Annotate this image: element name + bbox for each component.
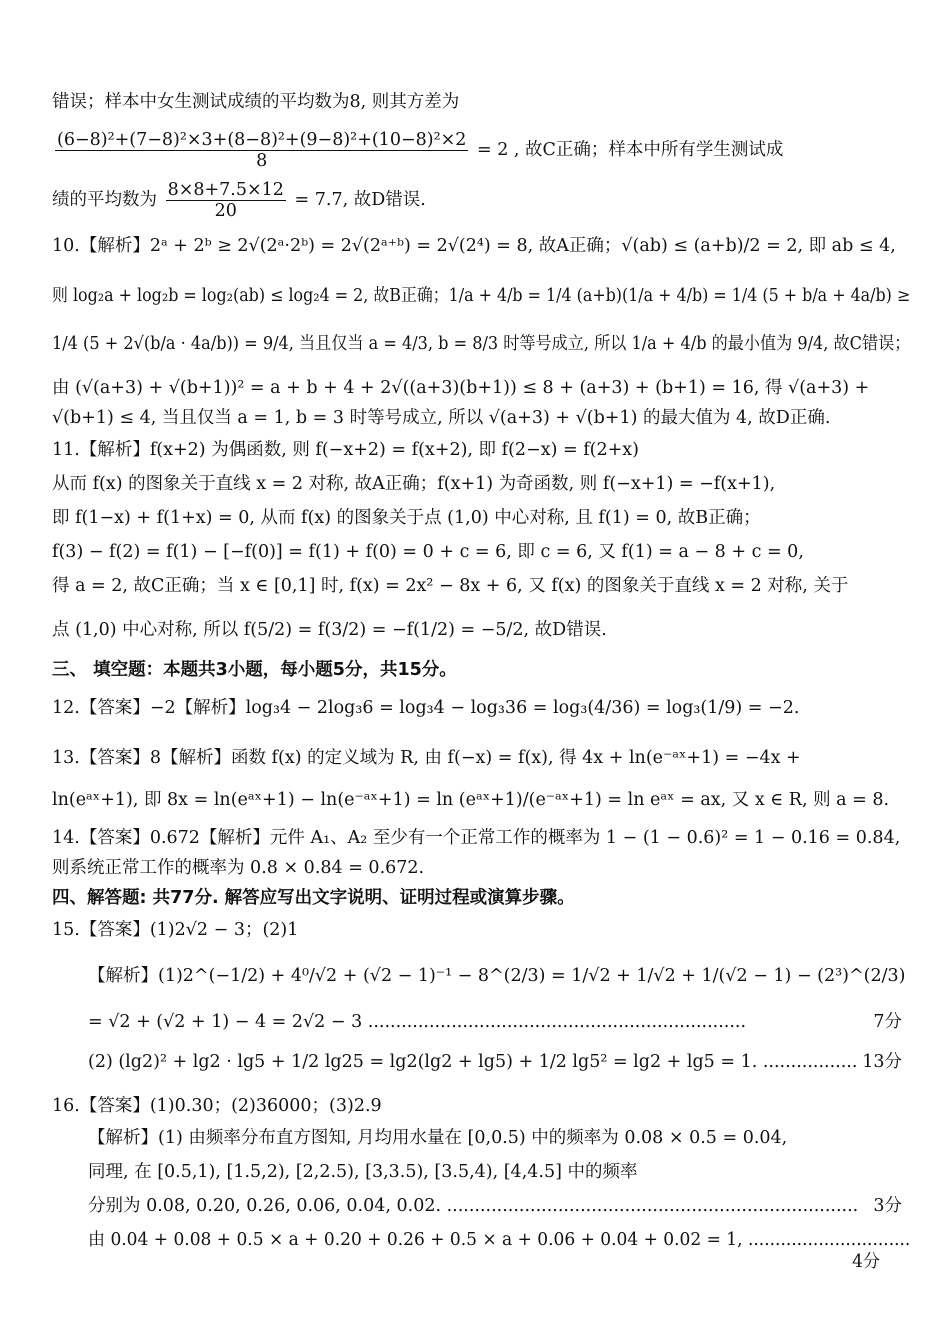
p10-line5: √(b+1) ≤ 4, 当且仅当 a = 1, b = 3 时等号成立, 所以 √(a+3) + √(b+1) 的最大值为 4, 故D正确. <box>52 408 831 428</box>
p13-line2: ln(eᵃˣ+1), 即 8x = ln(eᵃˣ+1) − ln(e⁻ᵃˣ+1) = ln (eᵃˣ+1)/(e⁻ᵃˣ+1) = ln eᵃˣ = ax, 又 x ∈ R, 则 a = 8. <box>52 790 890 810</box>
p16-line3 <box>88 1196 902 1218</box>
p11-line2: 从而 f(x) 的图象关于直线 x = 2 对称, 故A正确；f(x+1) 为奇函数, 则 f(−x+1) = −f(x+1), <box>52 474 776 494</box>
p9-line3-prefix: 绩的平均数为 <box>52 190 157 211</box>
section-solutions-heading: 四、解答题: 共77分. 解答应写出文字说明、证明过程或演算步骤。 <box>52 888 575 908</box>
p15-answer: 15.【答案】(1)2√2 − 3；(2)1 <box>52 920 299 940</box>
p16-score-4: 4分 <box>852 1251 881 1272</box>
p11-line4: f(3) − f(2) = f(1) − [−f(0)] = f(1) + f(0) = 0 + c = 6, 即 c = 6, 又 f(1) = a − 8 + c = 0, <box>52 542 804 562</box>
p10-line3: 1/4 (5 + 2√(b/a · 4a/b)) = 9/4, 当且仅当 a = 4/3, b = 8/3 时等号成立, 所以 1/a + 4/b 的最小值为 9/4, 故C错误； <box>52 334 911 354</box>
p9-line1: 错误；样本中女生测试成绩的平均数为8, 则其方差为 <box>52 92 460 112</box>
p15-score-13: 13分 <box>862 1052 902 1072</box>
p14-line1: 14.【答案】0.672【解析】元件 A₁、A₂ 至少有一个正常工作的概率为 1 − (1 − 0.6)² = 1 − 0.16 = 0.84, <box>52 828 901 848</box>
p16-line3-text: 分别为 0.08, 0.20, 0.26, 0.06, 0.04, 0.02. .......................................................................... <box>88 1196 859 1216</box>
p10-line1: 10.【解析】2ᵃ + 2ᵇ ≥ 2√(2ᵃ·2ᵇ) = 2√(2ᵃ⁺ᵇ) = 2√(2⁴) = 8, 故A正确；√(ab) ≤ (a+b)/2 = 2, 即 ab ≤ 4, <box>52 236 896 256</box>
p14-line2: 则系统正常工作的概率为 0.8 × 0.84 = 0.672. <box>52 858 425 878</box>
variance-numerator: (6−8)²+(7−8)²×3+(8−8)²+(9−8)²+(10−8)²×2 <box>57 130 467 150</box>
mean-numerator: 8×8+7.5×12 <box>167 180 284 200</box>
mean-fraction <box>166 180 286 221</box>
p11-line6: 点 (1,0) 中心对称, 所以 f(5/2) = f(3/2) = −f(1/2) = −5/2, 故D错误. <box>52 620 607 640</box>
p15-line2-text: = √2 + (√2 + 1) − 4 = 2√2 − 3 .................................................................... <box>88 1012 747 1032</box>
p16-score-3: 3分 <box>873 1196 902 1216</box>
p13-line1: 13.【答案】8【解析】函数 f(x) 的定义域为 R, 由 f(−x) = f(x), 得 4x + ln(e⁻ᵃˣ+1) = −4x + <box>52 748 801 768</box>
variance-denominator: 8 <box>55 150 468 171</box>
p16-line1: 【解析】(1) 由频率分布直方图知, 月均用水量在 [0,0.5) 中的频率为 0.08 × 0.5 = 0.04, <box>88 1128 788 1148</box>
p15-line1: 【解析】(1)2^(−1/2) + 4⁰/√2 + (√2 − 1)⁻¹ − 8^(2/3) = 1/√2 + 1/√2 + 1/(√2 − 1) − (2³)^(2/3) <box>88 966 906 986</box>
p9-line2-tail: = 2 , 故C正确；样本中所有学生测试成 <box>476 140 784 161</box>
p16-line2: 同理, 在 [0.5,1), [1.5,2), [2,2.5), [3,3.5), [3.5,4), [4,4.5] 中的频率 <box>88 1162 638 1182</box>
p9-line3-tail: = 7.7, 故D错误. <box>294 190 426 211</box>
p12-line: 12.【答案】−2【解析】log₃4 − 2log₃6 = log₃4 − log₃36 = log₃(4/36) = log₃(1/9) = −2. <box>52 698 800 718</box>
p16-line4 <box>88 1230 911 1274</box>
p10-line2: 则 log₂a + log₂b = log₂(ab) ≤ log₂4 = 2, 故B正确；1/a + 4/b = 1/4 (a+b)(1/a + 4/b) = 1/4 (5 + b/a + 4a/b) ≥ <box>52 286 911 306</box>
p11-line5: 得 a = 2, 故C正确；当 x ∈ [0,1] 时, f(x) = 2x² − 8x + 6, 又 f(x) 的图象关于直线 x = 2 对称, 关于 <box>52 576 849 596</box>
section-fill-in-heading: 三、 填空题：本题共3小题，每小题5分，共15分。 <box>52 660 457 680</box>
p16-answer: 16.【答案】(1)0.30；(2)36000；(3)2.9 <box>52 1096 382 1116</box>
p10-line4: 由 (√(a+3) + √(b+1))² = a + b + 4 + 2√((a+3)(b+1)) ≤ 8 + (a+3) + (b+1) = 16, 得 √(a+3) + <box>52 378 870 398</box>
p11-line1: 11.【解析】f(x+2) 为偶函数, 则 f(−x+2) = f(x+2), 即 f(2−x) = f(2+x) <box>52 440 640 460</box>
p16-line4-text: 由 0.04 + 0.08 + 0.5 × a + 0.20 + 0.26 + 0.5 × a + 0.06 + 0.04 + 0.02 = 1, .............................. <box>88 1230 911 1250</box>
p15-line3 <box>88 1052 902 1074</box>
p11-line3: 即 f(1−x) + f(1+x) = 0, 从而 f(x) 的图象关于点 (1,0) 中心对称, 且 f(1) = 0, 故B正确； <box>52 508 761 528</box>
p15-score-7: 7分 <box>873 1012 902 1032</box>
p15-line2 <box>88 1012 902 1034</box>
p9-line3 <box>52 180 902 221</box>
p15-line3-text: (2) (lg2)² + lg2 · lg5 + 1/2 lg25 = lg2(lg2 + lg5) + 1/2 lg5² = lg2 + lg5 = 1. ................. <box>88 1052 858 1072</box>
p9-line2 <box>52 130 902 171</box>
mean-denominator: 20 <box>166 200 286 221</box>
variance-fraction <box>55 130 468 171</box>
